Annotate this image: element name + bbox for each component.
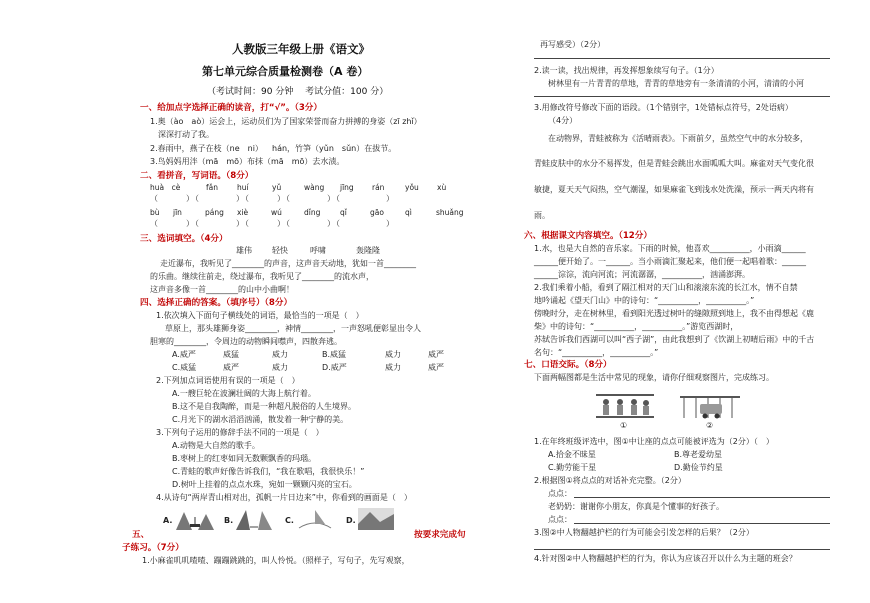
choice-word: 轰隆隆 (356, 246, 380, 255)
exam-title: 人教版三年级上册《语文》 (232, 42, 370, 56)
pic-label-2: ② (706, 421, 714, 430)
option: D.威严 (322, 363, 347, 372)
pic-label-b: B. (224, 516, 234, 525)
exam-time-info: （考试时间：90 分钟 考试分值：100 分） (207, 87, 389, 97)
s4-q2: 2.下列加点词语使用有误的一项是（ ） (156, 376, 300, 385)
blank-boxes-row-1: （ ）（ ）（ ）（ ）（ ） (150, 194, 395, 203)
pinyin: xiè (237, 208, 249, 217)
s1-line-3b: hán，竹笋（yǔn sǔn）在拔节。 (272, 144, 397, 153)
r-q3-b: （4分） (548, 116, 578, 125)
pinyin: huà cè (150, 183, 181, 192)
r-para-2: 青蛙皮肤中的水分不易挥发，但是青蛙会跳出水面呱呱大叫。麻雀对天气变化很 (534, 159, 814, 168)
mountain-boat-picture-a (176, 508, 214, 530)
s7-q1-opt-b: B.尊老爱幼星 (674, 450, 723, 459)
pinyin: dǐng (304, 208, 321, 217)
s7-q4: 4.针对图②中人物翻越护栏的行为，你认为应该召开以什么为主题的班会？ (534, 554, 797, 563)
option: 威猛 (223, 350, 239, 359)
choice-word: 雄伟 (236, 246, 252, 255)
answer-line (574, 523, 830, 524)
section-1-title: 一、给加点字选择正确的读音，打“√”。（3分） (140, 103, 322, 113)
s4-q3: 3.下列句子运用的修辞手法不同的一项是（ ） (156, 428, 324, 437)
s1-line-2: 深深打动了我。 (150, 130, 214, 139)
answer-line (534, 96, 830, 97)
section-4-title: 四、选择正确的答案。（填序号）（8分） (140, 298, 293, 308)
option: 威力 (272, 350, 288, 359)
river-mountain-picture-d (358, 508, 394, 530)
pic-label-d: D. (346, 516, 356, 525)
section-5-title-right: 按要求完成句 (414, 530, 466, 540)
s7-q2-line-2: 老奶奶：谢谢你小朋友，你真是个懂事的好孩子。 (548, 502, 724, 511)
pic-label-a: A. (163, 516, 173, 525)
pinyin: bù (150, 208, 160, 217)
fence-climbing-picture-2 (680, 390, 740, 420)
r-q3: 3.用修改符号修改下面的语段。（1个错别字，1处错标点符号，2处语病） (534, 103, 793, 112)
pinyin: gāo (370, 208, 384, 217)
cliff-picture-b (236, 508, 272, 530)
answer-line (534, 58, 830, 59)
option: 威严 (428, 363, 444, 372)
s6-line-4: 2.我们乘着小船，看到了隔江相对的天门山和滚滚东流的长江水，情不自禁 (534, 283, 798, 292)
r-top: 再写感受）（2分） (540, 40, 606, 49)
pinyin: wàng (304, 183, 325, 192)
section-3-title: 三、选词填空。（4分） (140, 234, 228, 244)
r-para-1: 在动物界，青蛙被称为《活晴雨表》。下雨前夕，虽然空气中的水分较多， (548, 134, 808, 143)
bus-seat-picture-1 (596, 390, 654, 420)
section-2-title: 二、看拼音，写词语。（8分） (140, 171, 254, 181)
s7-q2: 2.根据图①将点点的对话补充完整。（2分） (534, 476, 686, 485)
s7-q1: 1.在年终班级评选中，图①中让座的点点可能被评选为（2分）（ ） (534, 437, 774, 446)
s3-line-1: 走近瀑布，我听见了________的声音，这声音天动地，犹如一首________ (160, 259, 416, 268)
s3-line-3: 这声音多像一首________的山中小曲啊！ (150, 285, 294, 294)
pinyin: rán (372, 183, 385, 192)
s7-q1-opt-a: A.拾金不昧星 (548, 450, 596, 459)
pinyin: yǒu (405, 183, 419, 192)
choice-word: 呼啸 (310, 246, 326, 255)
pinyin: fǎn (206, 183, 218, 192)
option: 威严 (428, 350, 444, 359)
s4-q3-opt-c: C.青蛙的歌声好像告诉我们，“我在歌唱，我很快乐！” (172, 467, 365, 476)
sail-picture-c (297, 508, 333, 530)
section-7-title: 七、口语交际。（8分） (524, 360, 612, 370)
s4-q2-opt-a: A.一艘巨轮在波澜壮阔的大海上航行着。 (172, 389, 316, 398)
s7-q2-line-3: 点点： (548, 515, 572, 524)
s6-line-8: 苏轼告诉我们西湖可以叫“西子湖”，由此我想到了《饮湖上初晴后雨》中的千古 (534, 335, 815, 344)
option: 威严 (223, 363, 239, 372)
s1-line-4: 3.鸟妈妈用泮（mā mō）布抹（mā mō）去水渍。 (150, 157, 345, 166)
s6-line-7: 柴》中的诗句：“__________，__________。”游览西湖时， (534, 322, 739, 331)
option: 威力 (272, 363, 288, 372)
s4-q3-opt-d: D.树叶上挂着的点点水珠，宛如一颗颗闪亮的宝石。 (172, 480, 357, 489)
s5-line-1: 1.小麻雀叽叽喳喳、蹦蹦跳跳的，叫人怜悦。（照样子，写句子，先写观察， (142, 556, 410, 565)
r-q2-b: 树林里有一片青青的草地，青青的草地旁有一条清清的小河，清清的小河 (548, 79, 804, 88)
blank-boxes-row-2: （ ）（ ）（ ）（ ）（ ） (150, 219, 395, 228)
pinyin: xù (437, 183, 447, 192)
s4-q4: 4.从诗句“两岸青山相对出，孤帆一片日边来”中，你看到的画面是（ ） (156, 493, 412, 502)
pic-label-1: ① (620, 421, 628, 430)
pinyin: yǔ (272, 183, 282, 192)
s7-q1-opt-c: C.勤劳能干星 (548, 463, 597, 472)
s1-line-3: 2.春雨中，燕子在枝（ne ni） (150, 144, 263, 153)
exam-subtitle: 第七单元综合质量检测卷（A 卷） (202, 65, 369, 78)
pinyin: wú (271, 208, 282, 217)
s4-q2-opt-b: B.这不是自我陶醉，而是一种超凡脱俗的人生境界。 (172, 402, 357, 411)
option: B.威猛 (322, 350, 347, 359)
s4-q1-line-2: 胆寒的________，令周边的动物瞬间噤声，四散奔逃。 (150, 337, 342, 346)
pinyin: huí (237, 183, 249, 192)
option: A.威严 (172, 350, 196, 359)
s1-line-1: 1.奥（ào aò）运会上，运动员们为了国家荣誉而奋力拼搏的身姿（zī zhǐ） (150, 117, 422, 126)
s7-q1-opt-d: D.勤俭节约星 (674, 463, 723, 472)
pinyin: qǐ (340, 208, 347, 217)
s7-q3: 3.图②中人物翻越护栏的行为可能会引发怎样的后果？（2分） (534, 528, 754, 537)
s7-q2-line-1: 点点： (548, 489, 572, 498)
pinyin: qì (405, 208, 412, 217)
answer-line (534, 549, 830, 550)
s6-line-1: 1.水，也是大自然的音乐家。下雨的时候，他喜欢__________，小雨滴______ (534, 244, 806, 253)
r-q2: 2.读一读，找出规律，再发挥想象续写句子。（1分） (534, 66, 719, 75)
s6-line-2: ______便开始了。一______。当小雨滴汇聚起来，他们便一起唱着歌：______ (534, 257, 806, 266)
s3-line-2: 的乐曲。继续往前走，绕过瀑布，我听见了________的流水声， (150, 272, 374, 281)
pinyin: jīng (340, 183, 354, 192)
option: 威力 (385, 363, 401, 372)
section-5-title: 五、 (132, 530, 150, 540)
pinyin: shuǎng (436, 208, 464, 217)
s6-line-9: 名句：“__________，__________。” (534, 348, 659, 357)
section-6-title: 六、根据课文内容填空。（12分） (524, 231, 652, 241)
answer-line (574, 497, 830, 498)
section-5-title-2: 子练习。（7分） (122, 543, 184, 553)
s6-line-3: ______淙淙，流向河流；河流潺潺，__________，汹涌澎湃。 (534, 270, 750, 279)
s6-line-5: 地吟诵起《望天门山》中的诗句：“__________，__________。” (534, 296, 755, 305)
r-para-3: 敏捷，夏天天气闷热，空气潮湿，如果麻雀飞到浅水处洗澡，预示一两天内将有 (534, 185, 814, 194)
s4-q1: 1.依次填入下面句子横线处的词语，最恰当的一项是（ ） (156, 311, 364, 320)
s6-line-6: 傍晚时分，走在树林里，看到阳光透过树叶的缝隙照到地上，我不由得想起《鹿 (534, 309, 814, 318)
s4-q3-opt-b: B.枣树上的红枣如同无数颗飘香的玛瑙。 (172, 454, 317, 463)
pinyin: jīn (173, 208, 182, 217)
option: 威力 (385, 350, 401, 359)
pic-label-c: C. (285, 516, 294, 525)
pinyin: páng (205, 208, 224, 217)
choice-word: 轻快 (272, 246, 288, 255)
s4-q1-line-1: 草原上，那头雄狮身姿________，神情________，一声怒吼便彰显出令人 (165, 324, 421, 333)
r-para-4: 雨。 (534, 211, 550, 220)
s4-q3-opt-a: A.动物是大自然的歌手。 (172, 441, 260, 450)
s7-intro: 下面两幅图都是生活中常见的现象，请你仔细观察图片，完成练习。 (534, 373, 774, 382)
s4-q2-opt-c: C.月光下的湖水滔滔汹涌，散发着一种宁静的美。 (172, 415, 349, 424)
option: C.威猛 (172, 363, 197, 372)
